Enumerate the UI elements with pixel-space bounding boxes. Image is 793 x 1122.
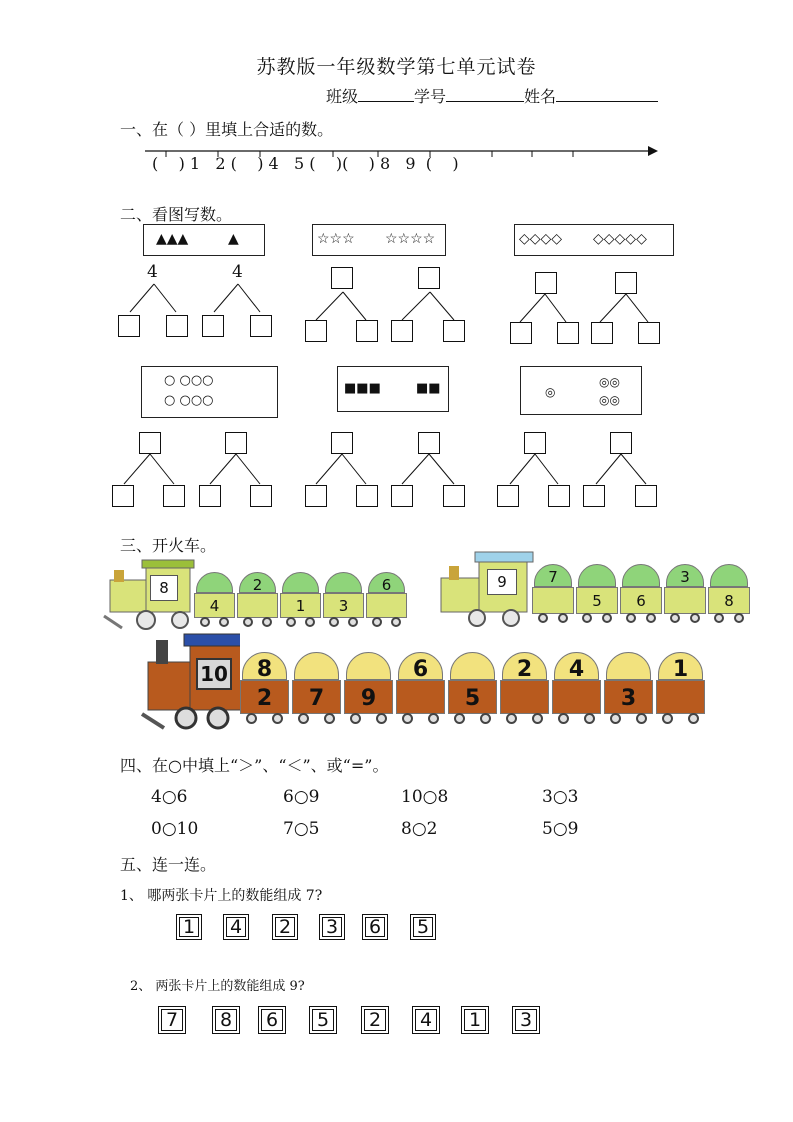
number-card[interactable]: [309, 1006, 337, 1034]
car-number-bottom: 4: [209, 597, 220, 616]
answer-box[interactable]: [112, 485, 134, 507]
wheel: [636, 713, 647, 724]
car-number-bottom: 3: [338, 597, 349, 616]
card-number: 3: [322, 917, 342, 937]
card-number: 6: [365, 917, 385, 937]
triangle-picture: ▲▲▲ ▲: [143, 224, 265, 256]
car-dome: [196, 572, 233, 593]
train-car: [448, 652, 497, 714]
car-body: [532, 587, 574, 615]
car-body: [656, 680, 705, 714]
car-body: [396, 680, 445, 714]
car-number-top: 1: [672, 656, 689, 682]
card-number: 1: [464, 1009, 486, 1031]
wheel: [246, 713, 257, 724]
wheel: [348, 617, 358, 627]
answer-box[interactable]: [635, 485, 657, 507]
card-number: 7: [161, 1009, 183, 1031]
card-number: 3: [515, 1009, 537, 1031]
wheel: [305, 617, 315, 627]
car-number-bottom: 1: [295, 597, 306, 616]
card-number: 5: [312, 1009, 334, 1031]
name-blank[interactable]: [556, 87, 658, 102]
card-number: 1: [179, 917, 199, 937]
train-car: [194, 572, 235, 618]
compare-item[interactable]: 4○6: [151, 787, 188, 807]
train-car: [240, 652, 289, 714]
answer-box[interactable]: [356, 320, 378, 342]
train-car: [664, 564, 706, 614]
train-car: [396, 652, 445, 714]
card-number: 6: [261, 1009, 283, 1031]
section5-heading: 五、连一连。: [120, 855, 217, 874]
number-card[interactable]: [319, 914, 345, 940]
answer-box[interactable]: [391, 320, 413, 342]
car-dome: [622, 564, 660, 587]
square-picture: ■■■ ■■: [337, 366, 449, 412]
answer-box[interactable]: [331, 432, 353, 454]
wheel: [688, 713, 699, 724]
given-number-4: 4: [232, 262, 243, 282]
car-number-top: 3: [680, 568, 690, 586]
answer-box[interactable]: [557, 322, 579, 344]
car-number-top: 6: [381, 575, 392, 594]
answer-box[interactable]: [391, 485, 413, 507]
engine-3-window: 10: [196, 658, 232, 690]
target-picture: ◎ ◎◎ ◎◎: [520, 366, 642, 415]
train-car: [532, 564, 574, 614]
car-dome: [450, 652, 495, 680]
answer-box[interactable]: [305, 485, 327, 507]
train-car: [576, 564, 618, 614]
answer-box[interactable]: [443, 485, 465, 507]
section3-heading: 三、开火车。: [120, 536, 217, 555]
compare-item[interactable]: 3○3: [542, 787, 579, 807]
answer-box[interactable]: [524, 432, 546, 454]
train-car: [620, 564, 662, 614]
car-dome: [710, 564, 748, 587]
car-body: [366, 593, 407, 618]
wheel: [243, 617, 253, 627]
wheel: [272, 713, 283, 724]
train-car: [344, 652, 393, 714]
wheel: [286, 617, 296, 627]
class-blank[interactable]: [358, 87, 414, 102]
number-card[interactable]: [362, 914, 388, 940]
car-number-top: 6: [412, 656, 429, 682]
car-body: [237, 593, 278, 618]
compare-item[interactable]: 7○5: [283, 819, 320, 839]
car-number-top: 2: [516, 656, 533, 682]
number-card[interactable]: [512, 1006, 540, 1034]
question-2: 2、 两张卡片上的数能组成 9?: [130, 979, 305, 994]
answer-box[interactable]: [583, 485, 605, 507]
train-car: [708, 564, 750, 614]
answer-box[interactable]: [610, 432, 632, 454]
answer-box[interactable]: [443, 320, 465, 342]
wheel: [454, 713, 465, 724]
answer-box[interactable]: [118, 315, 140, 337]
answer-box[interactable]: [548, 485, 570, 507]
train-car: [280, 572, 321, 618]
name-label: 姓名: [524, 87, 557, 106]
wheel: [372, 617, 382, 627]
section4-heading: 四、在○中填上“＞”、“＜”、或“=”。: [120, 756, 389, 775]
wheel: [329, 617, 339, 627]
answer-box[interactable]: [591, 322, 613, 344]
wheel: [350, 713, 361, 724]
wheel: [200, 617, 210, 627]
number-card[interactable]: [412, 1006, 440, 1034]
car-number-top: 4: [568, 656, 585, 682]
number-card[interactable]: [212, 1006, 240, 1034]
question-1: 1、 哪两张卡片上的数能组成 7?: [120, 888, 323, 904]
answer-box[interactable]: [356, 485, 378, 507]
number-card[interactable]: [258, 1006, 286, 1034]
train-car: [500, 652, 549, 714]
wheel: [219, 617, 229, 627]
answer-box[interactable]: [331, 267, 353, 289]
answer-box[interactable]: [510, 322, 532, 344]
car-number-bottom: 9: [360, 686, 377, 712]
wheel: [610, 713, 621, 724]
number-card[interactable]: [272, 914, 298, 940]
wheel: [428, 713, 439, 724]
number-line-labels: ( ) 1 2 ( ) 4 5 ( )( ) 8 9 ( ): [152, 154, 459, 173]
card-number: 5: [413, 917, 433, 937]
answer-box[interactable]: [250, 485, 272, 507]
car-body: [500, 680, 549, 714]
wheel: [262, 617, 272, 627]
answer-box[interactable]: [497, 485, 519, 507]
compare-item[interactable]: 0○10: [151, 819, 199, 839]
train-car: [237, 572, 278, 618]
car-dome: [606, 652, 651, 680]
train-car: [292, 652, 341, 714]
wheel: [558, 613, 568, 623]
car-dome: [282, 572, 319, 593]
wheel: [376, 713, 387, 724]
star-picture: ☆☆☆ ☆☆☆☆: [312, 224, 446, 256]
car-dome: [578, 564, 616, 587]
section2-heading: 二、看图写数。: [120, 205, 233, 224]
section1-heading: 一、在（ ）里填上合适的数。: [120, 120, 334, 139]
train-car: [656, 652, 705, 714]
wheel: [298, 713, 309, 724]
compare-item[interactable]: 8○2: [401, 819, 438, 839]
compare-item[interactable]: 6○9: [283, 787, 320, 807]
answer-box[interactable]: [202, 315, 224, 337]
answer-box[interactable]: [418, 267, 440, 289]
card-number: 2: [275, 917, 295, 937]
number-card[interactable]: [223, 914, 249, 940]
answer-box[interactable]: [163, 485, 185, 507]
car-dome: [294, 652, 339, 680]
given-number-4: 4: [147, 262, 158, 282]
train-car: [323, 572, 364, 618]
page-title: 苏教版一年级数学第七单元试卷: [256, 56, 537, 78]
wheel: [662, 713, 673, 724]
wheel: [532, 713, 543, 724]
car-number-top: 8: [256, 656, 273, 682]
answer-box[interactable]: [305, 320, 327, 342]
wheel: [558, 713, 569, 724]
car-body: [552, 680, 601, 714]
answer-box[interactable]: [418, 432, 440, 454]
wheel: [582, 613, 592, 623]
wheel: [324, 713, 335, 724]
wheel: [584, 713, 595, 724]
train-car: [604, 652, 653, 714]
card-number: 4: [226, 917, 246, 937]
wheel: [646, 613, 656, 623]
wheel: [538, 613, 548, 623]
compare-item[interactable]: 10○8: [401, 787, 449, 807]
card-number: 2: [364, 1009, 386, 1031]
car-body: [664, 587, 706, 615]
car-number-bottom: 5: [464, 686, 481, 712]
wheel: [506, 713, 517, 724]
engine-1-window: 8: [150, 575, 178, 601]
train-car: [366, 572, 407, 618]
student-info: [326, 84, 658, 107]
number-card[interactable]: [461, 1006, 489, 1034]
car-number-bottom: 5: [592, 591, 602, 610]
circle-picture: ○ ○○○ ○ ○○○: [141, 366, 278, 418]
number-card[interactable]: [158, 1006, 186, 1034]
answer-box[interactable]: [535, 272, 557, 294]
car-dome: [346, 652, 391, 680]
id-blank[interactable]: [446, 87, 524, 102]
number-card[interactable]: [361, 1006, 389, 1034]
car-number-bottom: 2: [256, 686, 273, 712]
wheel: [626, 613, 636, 623]
wheel: [391, 617, 401, 627]
car-number-bottom: 6: [636, 591, 646, 610]
car-number-bottom: 8: [724, 591, 734, 610]
wheel: [602, 613, 612, 623]
answer-box[interactable]: [199, 485, 221, 507]
engine-2-window: 9: [487, 569, 517, 595]
answer-box[interactable]: [166, 315, 188, 337]
car-number-top: 2: [252, 575, 263, 594]
train-car: [552, 652, 601, 714]
car-number-bottom: 7: [308, 686, 325, 712]
wheel: [714, 613, 724, 623]
wheel: [670, 613, 680, 623]
car-number-top: 7: [548, 568, 558, 586]
class-label: 班级: [326, 87, 359, 106]
answer-box[interactable]: [225, 432, 247, 454]
number-card[interactable]: [410, 914, 436, 940]
compare-item[interactable]: 5○9: [542, 819, 579, 839]
number-card[interactable]: [176, 914, 202, 940]
card-number: 8: [215, 1009, 237, 1031]
diamond-picture: ◇◇◇◇ ◇◇◇◇◇: [514, 224, 674, 256]
answer-box[interactable]: [615, 272, 637, 294]
answer-box[interactable]: [250, 315, 272, 337]
id-label: 学号: [414, 87, 447, 106]
card-number: 4: [415, 1009, 437, 1031]
wheel: [734, 613, 744, 623]
answer-box[interactable]: [139, 432, 161, 454]
wheel: [480, 713, 491, 724]
car-dome: [325, 572, 362, 593]
wheel: [690, 613, 700, 623]
wheel: [402, 713, 413, 724]
car-number-bottom: 3: [620, 686, 637, 712]
answer-box[interactable]: [638, 322, 660, 344]
